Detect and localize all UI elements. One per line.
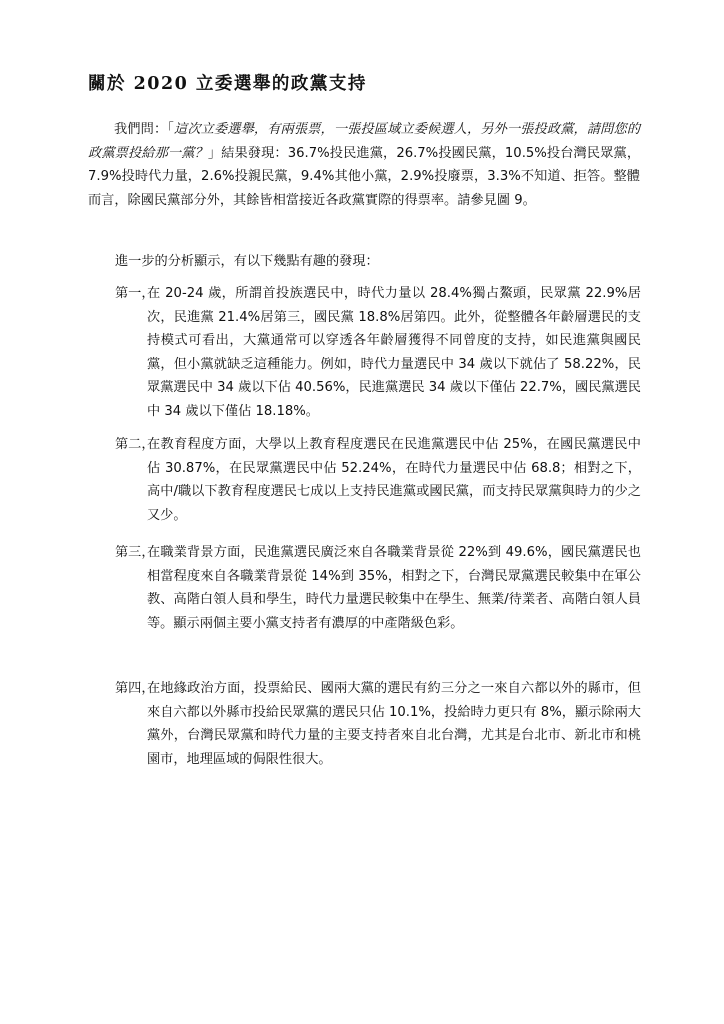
intro-results: 」結果發現：36.7%投民進黨，26.7%投國民黨，10.5%投台灣民眾黨，7.9%投時代力量，2.6%投親民黨，9.4%其他小黨，2.9%投廢票，3.3%不知道、拒答。整體而言，除國民黨部分外，其餘皆相當接近各政黨實際的得票率。請參見圖 9。 [88, 145, 641, 208]
finding-text: 在 20-24 歲，所謂首投族選民中，時代力量以 28.4%獨占鰲頭，民眾黨 22.9%居次，民進黨 21.4%居第三，國民黨 18.8%居第四。此外，從整體各年齡層選民的支持模式可看出，大黨通常可以穿透各年齡層獲得不同曾度的支持，如民進黨與國民黨，但小黨就缺乏這種能力。例如，時代力量選民中 34 歲以下就佔了 58.22%，民眾黨選民中 34 歲以下佔 40.56%，民進黨選民 34 歲以下僅佔 22.7%，國民黨選民中 34 歲以下僅佔 18.18%。 [147, 286, 641, 419]
intro-paragraph [88, 118, 640, 212]
finding-item [115, 282, 641, 423]
finding-text: 在職業背景方面，民進黨選民廣泛來自各職業背景從 22%到 49.6%，國民黨選民也相當程度來自各職業背景從 14%到 35%，相對之下，台灣民眾黨選民較集中在軍公教、高階白領人員和學生，時代力量選民較集中在學生、無業/待業者、高階白領人員等。顯示兩個主要小黨支持者有濃厚的中產階級色彩。 [147, 545, 641, 631]
finding-label: 第三， [115, 545, 155, 560]
findings-lead: 進一步的分析顯示，有以下幾點有趣的發現： [115, 254, 379, 269]
survey-question: 這次立委選舉，有兩張票，一張投區域立委候選人，另外一張投政黨，請問您的政黨票投給那一黨？ [88, 122, 641, 161]
finding-item [115, 541, 641, 635]
intro-prefix: 我們問：「 [114, 122, 174, 137]
finding-item [115, 433, 641, 527]
finding-label: 第一， [115, 286, 155, 301]
finding-label: 第四， [115, 681, 155, 696]
finding-label: 第二， [115, 437, 155, 452]
finding-text: 在地緣政治方面，投票給民、國兩大黨的選民有約三分之一來自六都以外的縣市，但來自六都以外縣市投給民眾黨的選民只佔 10.1%，投給時力更只有 8%，顯示除兩大黨外，台灣民眾黨和時代力量的主要支持者來自北台灣，尤其是台北市、新北市和桃園市，地理區域的侷限性很大。 [147, 681, 641, 767]
page-title: 關於 2020 立委選舉的政黨支持 [88, 74, 367, 94]
finding-text: 在教育程度方面，大學以上教育程度選民在民進黨選民中佔 25%，在國民黨選民中佔 30.87%，在民眾黨選民中佔 52.24%，在時代力量選民中佔 68.8；相對之下，高中/職以下教育程度選民七成以上支持民進黨或國民黨，而支持民眾黨與時力的少之又少。 [147, 437, 641, 523]
finding-item [115, 677, 641, 771]
